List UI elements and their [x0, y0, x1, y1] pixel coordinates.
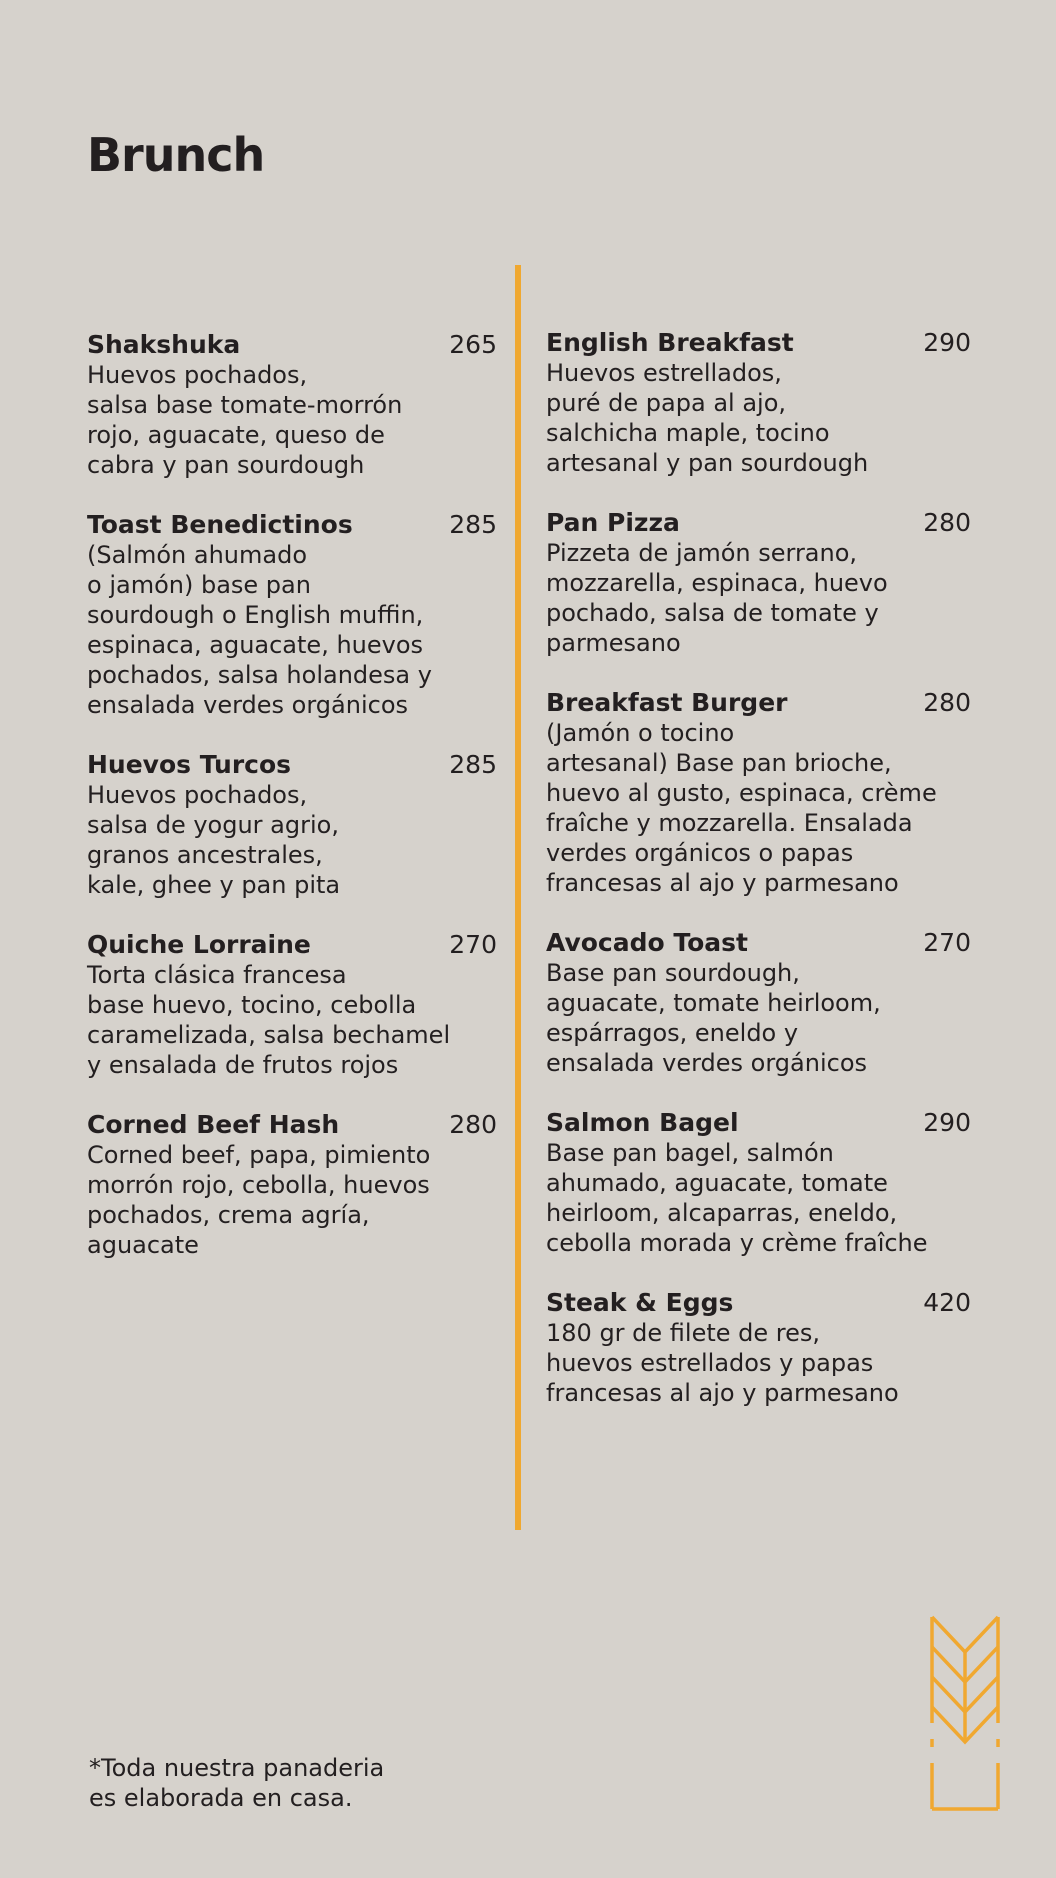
menu-item-header: [546, 928, 971, 958]
menu-item-name: Corned Beef Hash: [87, 1110, 340, 1139]
menu-item-price: 290: [923, 328, 971, 357]
menu-item-header: [87, 330, 497, 360]
menu-item-description: Corned beef, papa, pimiento morrón rojo, cebolla, huevos pochados, crema agría, aguacate: [87, 1141, 431, 1259]
menu-item-name: Salmon Bagel: [546, 1108, 739, 1137]
menu-item-price: 270: [449, 930, 497, 959]
menu-item: [87, 930, 497, 1080]
menu-item: [546, 1288, 971, 1408]
menu-item: [546, 688, 971, 898]
menu-item: [87, 750, 497, 900]
menu-item-price: 285: [449, 510, 497, 539]
menu-item-name: Toast Benedictinos: [87, 510, 353, 539]
menu-item-price: 285: [449, 750, 497, 779]
menu-item-name: Quiche Lorraine: [87, 930, 311, 959]
menu-item-price: 280: [923, 688, 971, 717]
menu-item: [546, 508, 971, 658]
menu-item-header: [546, 688, 971, 718]
menu-item-price: 265: [449, 330, 497, 359]
menu-item-header: [87, 750, 497, 780]
menu-column-right: [546, 328, 971, 1438]
menu-item-description: Torta clásica francesa base huevo, tocino, cebolla caramelizada, salsa bechamel y ensalada de frutos rojos: [87, 961, 451, 1079]
menu-item-name: Avocado Toast: [546, 928, 749, 957]
menu-item-price: 270: [923, 928, 971, 957]
menu-item: [546, 928, 971, 1078]
menu-item-price: 280: [449, 1110, 497, 1139]
menu-item-name: Breakfast Burger: [546, 688, 788, 717]
menu-item-name: Pan Pizza: [546, 508, 680, 537]
menu-item-description: Huevos pochados, salsa base tomate-morrón rojo, aguacate, queso de cabra y pan sourdough: [87, 361, 403, 479]
menu-item-name: English Breakfast: [546, 328, 794, 357]
menu-item-description: Base pan sourdough, aguacate, tomate heirloom, espárragos, eneldo y ensalada verdes orgánicos: [546, 959, 881, 1077]
menu-item-header: [87, 930, 497, 960]
footnote: *Toda nuestra panaderia es elaborada en casa.: [89, 1754, 385, 1812]
menu-item: [87, 1110, 497, 1260]
wheat-icon: [930, 1615, 1000, 1811]
menu-item: [87, 330, 497, 480]
menu-item-description: 180 gr de filete de res, huevos estrellados y papas francesas al ajo y parmesano: [546, 1319, 899, 1407]
menu-item-price: 420: [923, 1288, 971, 1317]
menu-item-header: [546, 1288, 971, 1318]
menu-item-description: Base pan bagel, salmón ahumado, aguacate, tomate heirloom, alcaparras, eneldo, cebolla morada y crème fraîche: [546, 1139, 928, 1257]
menu-item: [87, 510, 497, 720]
menu-item-header: [87, 1110, 497, 1140]
menu-item-description: Huevos estrellados, puré de papa al ajo, salchicha maple, tocino artesanal y pan sourdough: [546, 359, 869, 477]
menu-item-price: 280: [923, 508, 971, 537]
menu-item-price: 290: [923, 1108, 971, 1137]
menu-item-header: [546, 1108, 971, 1138]
page-title: Brunch: [87, 128, 265, 182]
menu-item-header: [87, 510, 497, 540]
menu-item-description: (Salmón ahumado o jamón) base pan sourdough o English muffin, espinaca, aguacate, huevos pochados, salsa holandesa y ensalada verdes orgánicos: [87, 541, 432, 719]
menu-item-description: Pizzeta de jamón serrano, mozzarella, espinaca, huevo pochado, salsa de tomate y parmesano: [546, 539, 888, 657]
menu-item-name: Shakshuka: [87, 330, 241, 359]
menu-column-left: [87, 330, 497, 1290]
menu-item-header: [546, 508, 971, 538]
menu-item-description: Huevos pochados, salsa de yogur agrio, granos ancestrales, kale, ghee y pan pita: [87, 781, 341, 899]
menu-item: [546, 328, 971, 478]
menu-item-name: Steak & Eggs: [546, 1288, 734, 1317]
menu-item-description: (Jamón o tocino artesanal) Base pan brioche, huevo al gusto, espinaca, crème fraîche y mozzarella. Ensalada verdes orgánicos o papas francesas al ajo y parmesano: [546, 719, 937, 897]
column-divider: [515, 265, 521, 1530]
menu-item-name: Huevos Turcos: [87, 750, 292, 779]
menu-item-header: [546, 328, 971, 358]
menu-item: [546, 1108, 971, 1258]
